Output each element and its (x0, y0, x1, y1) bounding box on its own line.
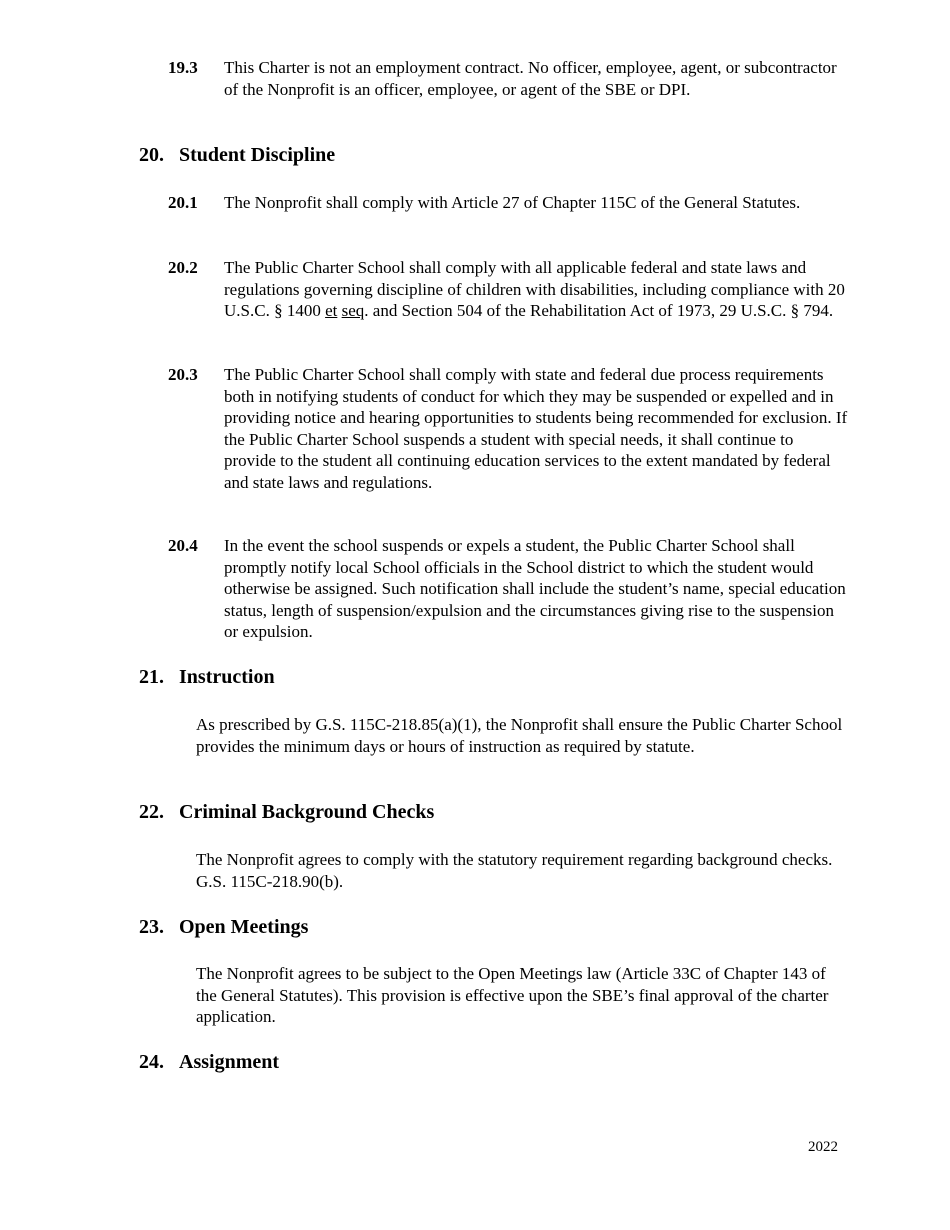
paragraph-instruction: As prescribed by G.S. 115C-218.85(a)(1), the Nonprofit shall ensure the Public Charter School provides the minimum days or hours of instruction as required by statute. (196, 715, 843, 756)
text-part: . and Section 504 of the Rehabilitation Act of 1973, 29 U.S.C. § 794. (364, 301, 834, 320)
section-20-3 (168, 364, 848, 493)
et-underlined: et (325, 301, 338, 320)
section-number: 20.1 (168, 193, 198, 212)
heading-number: 22. (139, 801, 164, 823)
paragraph-open-meetings: The Nonprofit agrees to be subject to the Open Meetings law (Article 33C of Chapter 143 of the General Statutes). This provision is effective upon the SBE’s final approval of the charter application. (196, 964, 829, 1026)
section-19-3 (168, 57, 848, 100)
section-text: The Nonprofit shall comply with Article 27 of Chapter 115C of the General Statutes. (224, 193, 801, 212)
section-text: The Public Charter School shall comply with state and federal due process requirements both in notifying students of conduct for which they may be suspended or expelled and in providing notice and hearing opportunities to students being recommended for exclusion. If the Public Charter School suspends a student with special needs, it shall continue to provide to the student all continuing education services to the extent mandated by federal and state laws and regulations. (224, 365, 848, 492)
paragraph-background-checks: The Nonprofit agrees to comply with the statutory requirement regarding background checks. G.S. 115C-218.90(b). (196, 850, 833, 891)
heading-title: Criminal Background Checks (179, 801, 435, 823)
section-number: 20.2 (168, 258, 198, 277)
text-part: The Public Charter School shall comply with all applicable federal and state laws and regulations governing discipline of children with disabilities, including compliance with 20 U.S.C. § 1400 (224, 258, 845, 320)
heading-assignment (139, 1050, 279, 1074)
heading-title: Open Meetings (179, 916, 309, 938)
section-text (224, 257, 848, 322)
section-20-1 (168, 192, 848, 214)
heading-number: 21. (139, 666, 164, 688)
section-text: This Charter is not an employment contract. No officer, employee, agent, or subcontractor of the Nonprofit is an officer, employee, or agent of the SBE or DPI. (224, 58, 837, 99)
section-number: 20.3 (168, 365, 198, 384)
heading-title: Assignment (179, 1051, 280, 1073)
heading-number: 23. (139, 916, 164, 938)
heading-title: Instruction (179, 666, 275, 688)
heading-number: 20. (139, 144, 164, 166)
heading-title: Student Discipline (179, 144, 336, 166)
heading-instruction (139, 665, 275, 689)
section-20-4 (168, 535, 848, 643)
footer-year: 2022 (808, 1139, 838, 1155)
section-number: 19.3 (168, 58, 198, 77)
heading-criminal-background-checks (139, 800, 434, 824)
section-text: In the event the school suspends or expels a student, the Public Charter School shall promptly notify local School officials in the School district to which the student would otherwise be assigned. Such notification shall include the student’s name, special education status, length of suspension/expulsion and the circumstances giving rise to the suspension or expulsion. (224, 536, 846, 641)
heading-student-discipline (139, 143, 335, 167)
heading-number: 24. (139, 1051, 164, 1073)
section-number: 20.4 (168, 536, 198, 555)
seq-underlined: seq (341, 301, 365, 320)
heading-open-meetings (139, 915, 308, 939)
section-20-2 (168, 257, 848, 322)
